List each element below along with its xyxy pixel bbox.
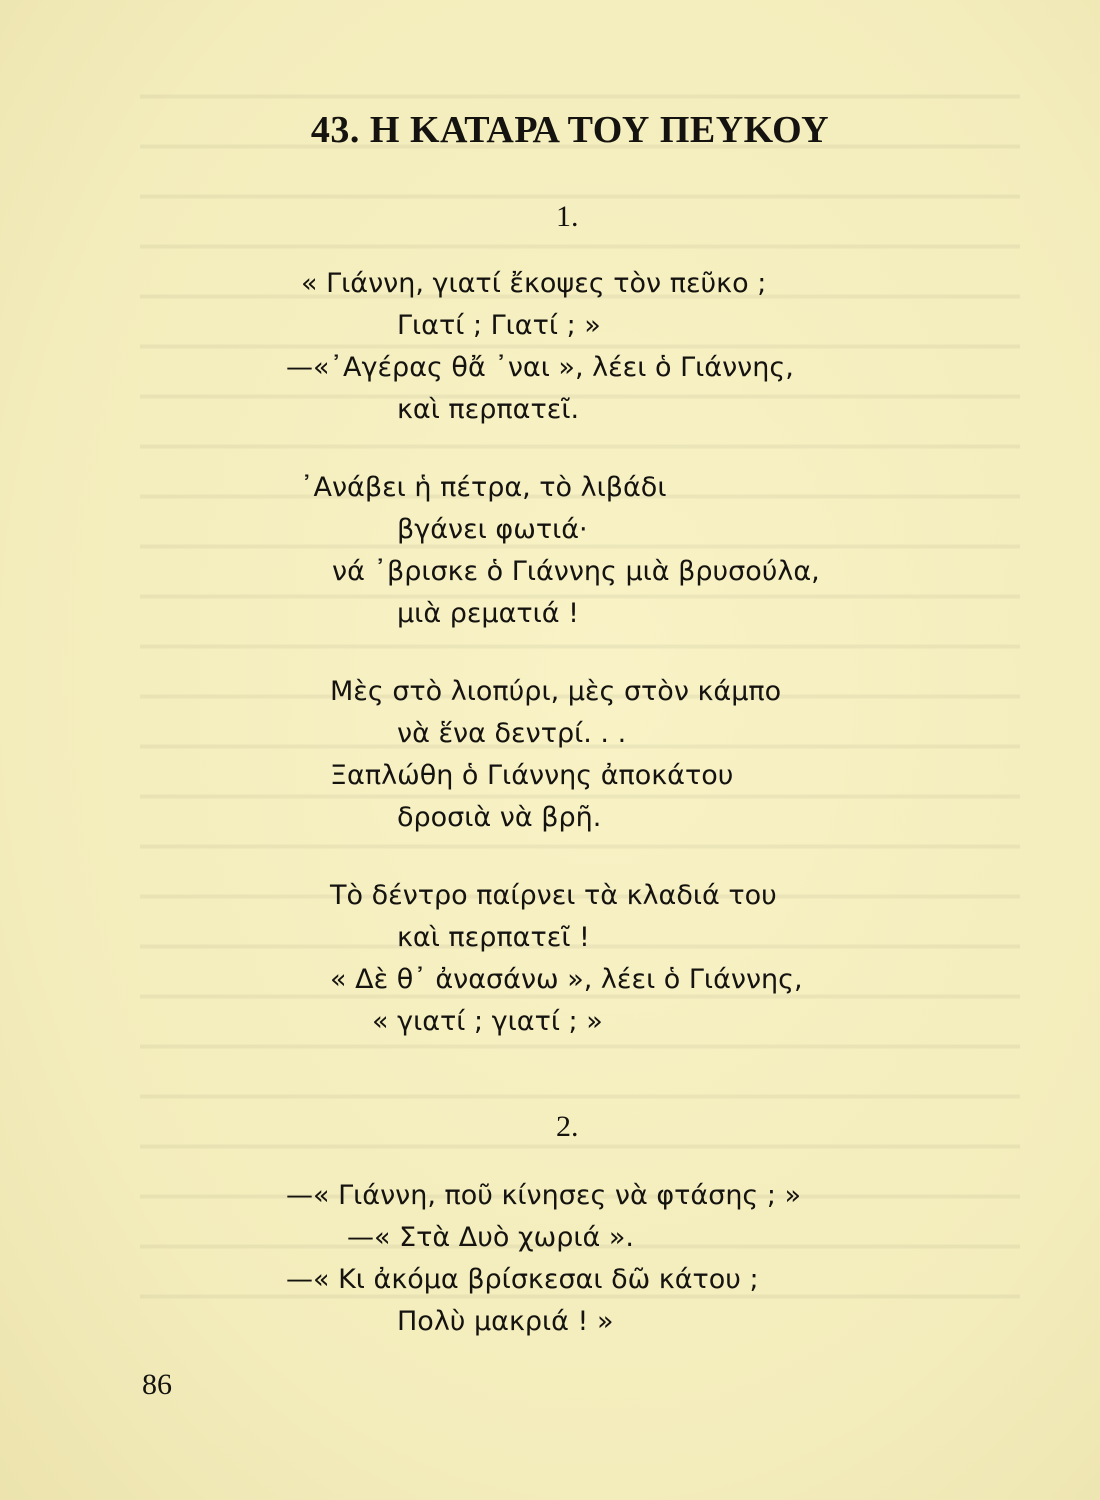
verse-line: —« Κι ἀκόμα βρίσκεσαι δῶ κάτου ; <box>286 1264 759 1295</box>
verse-line: Γιατί ; Γιατί ; » <box>397 310 601 341</box>
verse-line: καὶ περπατεῖ ! <box>397 922 590 953</box>
section-number-2: 2. <box>556 1110 579 1143</box>
verse-line: Ξαπλώθη ὁ Γιάννης ἀποκάτου <box>330 760 734 791</box>
poem-title: 43. Η ΚΑΤΑΡΑ ΤΟΥ ΠΕΥΚΟΥ <box>310 109 830 151</box>
verse-line: νά ᾿βρισκε ὁ Γιάννης μιὰ βρυσούλα, <box>332 556 820 587</box>
verse-line: Πολὺ μακριά ! » <box>397 1306 614 1337</box>
section-number-1: 1. <box>556 200 579 233</box>
verse-line: Μὲς στὸ λιοπύρι, μὲς στὸν κάμπο <box>330 676 782 707</box>
verse-line: —« Στὰ Δυὸ χωριά ». <box>347 1222 634 1253</box>
verse-line: ᾿Ανάβει ἡ πέτρα, τὸ λιβάδι <box>300 472 667 503</box>
verse-line: « γιατί ; γιατί ; » <box>372 1006 603 1037</box>
verse-line: βγάνει φωτιά· <box>397 514 588 545</box>
verse-line: καὶ περπατεῖ. <box>397 394 580 425</box>
verse-line: « Γιάννη, γιατί ἔκοψες τὸν πεῦκο ; <box>301 268 767 299</box>
verse-line: Τὸ δέντρο παίρνει τὰ κλαδιά του <box>330 880 777 911</box>
verse-line: « Δὲ θ᾿ ἀνασάνω », λέει ὁ Γιάννης, <box>330 964 803 995</box>
page-number: 86 <box>142 1368 172 1401</box>
verse-line: δροσιὰ νὰ βρῆ. <box>397 802 602 833</box>
verse-line: —«᾿Αγέρας θἄ ᾿ναι », λέει ὁ Γιάννης, <box>286 352 794 383</box>
verse-line: —« Γιάννη, ποῦ κίνησες νὰ φτάσης ; » <box>286 1180 802 1211</box>
verse-line: νὰ ἕνα δεντρί. . . <box>397 718 627 749</box>
verse-line: μιὰ ρεματιά ! <box>397 598 579 629</box>
